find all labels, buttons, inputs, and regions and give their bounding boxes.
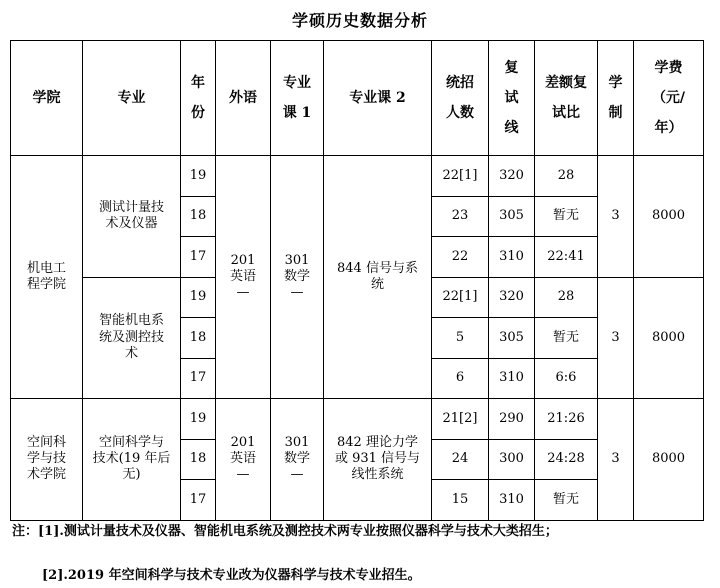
enroll-cell: 21[2] xyxy=(432,399,489,440)
major-cell: 智能机电系 统及测控技 术 xyxy=(83,277,181,399)
retest-cell: 310 xyxy=(489,480,535,521)
duration-cell: 3 xyxy=(598,399,634,521)
duration-cell: 3 xyxy=(598,277,634,399)
table-row xyxy=(11,399,704,440)
enroll-cell: 22[1] xyxy=(432,156,489,197)
header-retest: 复 试 线 xyxy=(489,41,535,156)
ratio-cell: 21:26 xyxy=(535,399,598,440)
header-year: 年 份 xyxy=(181,41,216,156)
retest-cell: 305 xyxy=(489,196,535,237)
header-course2: 专业课 2 xyxy=(324,41,432,156)
header-ratio: 差额复 试比 xyxy=(535,41,598,156)
ratio-cell: 24:28 xyxy=(535,439,598,480)
ratio-cell: 暂无 xyxy=(535,318,598,359)
enroll-cell: 22 xyxy=(432,237,489,278)
language-cell: 201 英语 — xyxy=(216,156,271,399)
ratio-cell: 28 xyxy=(535,277,598,318)
retest-cell: 290 xyxy=(489,399,535,440)
header-college: 学院 xyxy=(11,41,83,156)
ratio-cell: 暂无 xyxy=(535,196,598,237)
year-cell: 18 xyxy=(181,439,216,480)
language-cell: 201 英语 — xyxy=(216,399,271,521)
college-cell: 机电工 程学院 xyxy=(11,156,83,399)
retest-cell: 300 xyxy=(489,439,535,480)
year-cell: 18 xyxy=(181,318,216,359)
fee-cell: 8000 xyxy=(634,277,704,399)
year-cell: 19 xyxy=(181,156,216,197)
retest-cell: 310 xyxy=(489,237,535,278)
ratio-cell: 28 xyxy=(535,156,598,197)
ratio-cell: 暂无 xyxy=(535,480,598,521)
header-enroll: 统招 人数 xyxy=(432,41,489,156)
enroll-cell: 15 xyxy=(432,480,489,521)
course1-cell: 301 数学 — xyxy=(271,156,324,399)
year-cell: 17 xyxy=(181,358,216,399)
enroll-cell: 5 xyxy=(432,318,489,359)
header-course1: 专业 课 1 xyxy=(271,41,324,156)
year-cell: 19 xyxy=(181,399,216,440)
header-language: 外语 xyxy=(216,41,271,156)
year-cell: 18 xyxy=(181,196,216,237)
enroll-cell: 22[1] xyxy=(432,277,489,318)
retest-cell: 320 xyxy=(489,156,535,197)
course2-cell: 842 理论力学 或 931 信号与 线性系统 xyxy=(324,399,432,521)
college-cell: 空间科 学与技 术学院 xyxy=(11,399,83,521)
year-cell: 19 xyxy=(181,277,216,318)
table-row xyxy=(11,156,704,197)
retest-cell: 310 xyxy=(489,358,535,399)
duration-cell: 3 xyxy=(598,156,634,278)
enroll-cell: 24 xyxy=(432,439,489,480)
footnote-2: [2].2019 年空间科学与技术专业改为仪器科学与技术专业招生。 xyxy=(42,568,421,583)
retest-cell: 305 xyxy=(489,318,535,359)
header-duration: 学 制 xyxy=(598,41,634,156)
course2-cell: 844 信号与系 统 xyxy=(324,156,432,399)
footnote-1: 注：[1].测试计量技术及仪器、智能机电系统及测控技术两专业按照仪器科学与技术大类招生； xyxy=(12,524,558,539)
ratio-cell: 22:41 xyxy=(535,237,598,278)
course1-cell: 301 数学 — xyxy=(271,399,324,521)
header-major: 专业 xyxy=(83,41,181,156)
header-fee: 学费 （元/ 年） xyxy=(634,41,704,156)
admission-data-table xyxy=(10,40,704,521)
fee-cell: 8000 xyxy=(634,156,704,278)
enroll-cell: 23 xyxy=(432,196,489,237)
header-row xyxy=(11,41,704,156)
enroll-cell: 6 xyxy=(432,358,489,399)
major-cell: 测试计量技 术及仪器 xyxy=(83,156,181,278)
year-cell: 17 xyxy=(181,480,216,521)
ratio-cell: 6:6 xyxy=(535,358,598,399)
fee-cell: 8000 xyxy=(634,399,704,521)
major-cell: 空间科学与 技术(19 年后 无) xyxy=(83,399,181,521)
year-cell: 17 xyxy=(181,237,216,278)
retest-cell: 320 xyxy=(489,277,535,318)
page-title: 学硕历史数据分析 xyxy=(291,11,428,30)
